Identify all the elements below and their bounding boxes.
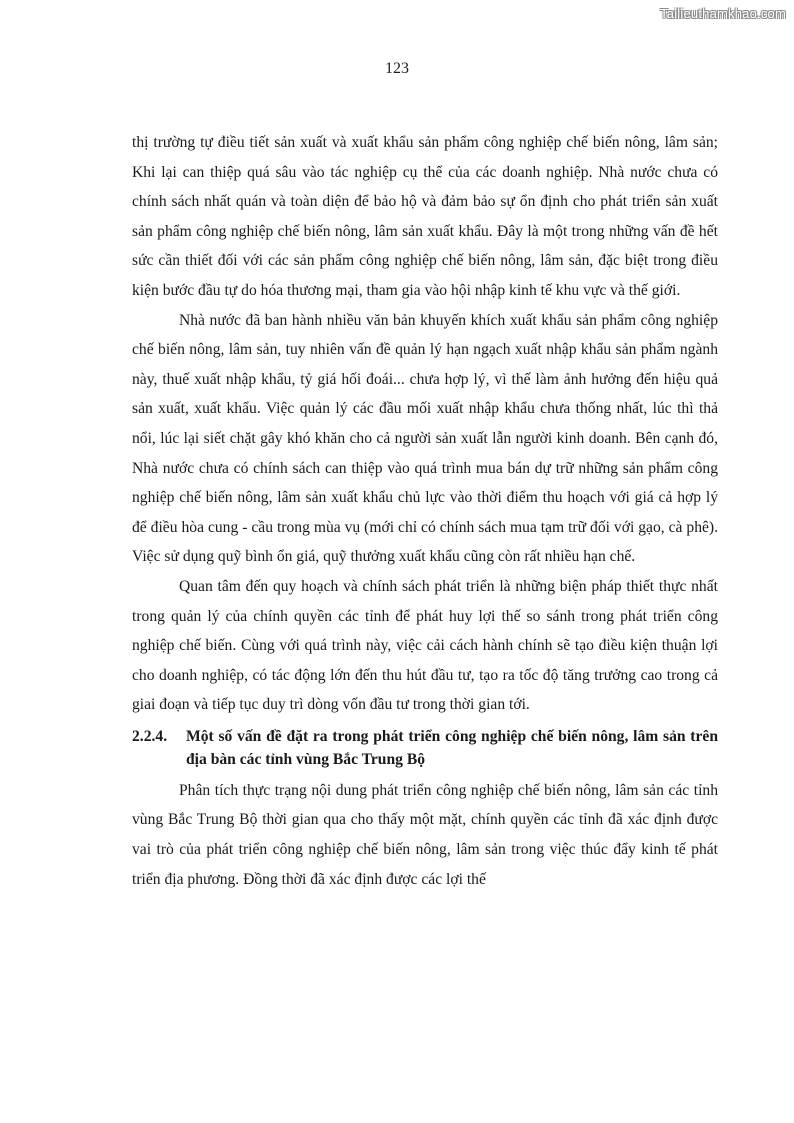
paragraph-planning-policy: Quan tâm đến quy hoạch và chính sách phát triển là những biện pháp thiết thực nhất trong quản lý của chính quyền các tỉnh để phát huy lợi thế so sánh trong phát triển công nghiệp chế biến. Cùng với quá trình này, việc cải cách hành chính sẽ tạo điều kiện thuận lợi cho doanh nghiệp, có tác động lớn đến thu hút đầu tư, tạo ra tốc độ tăng trưởng cao trong cả giai đoạn và tiếp tục duy trì dòng vốn đầu tư trong thời gian tới. [132,577,718,714]
page-number: 123 [385,60,409,77]
paragraph-analysis: Phân tích thực trạng nội dung phát triển công nghiệp chế biến nông, lâm sản các tỉnh vùng Bắc Trung Bộ thời gian qua cho thấy một mặt, chính quyền các tỉnh đã xác định được vai trò của phát triển công nghiệp chế biến nông, lâm sản trong việc thúc đẩy kinh tế phát triển địa phương. Đồng thời đã xác định được các lợi thế [132,781,718,888]
section-title: Một số vấn đề đặt ra trong phát triển công nghiệp chế biến nông, lâm sản trên địa bàn các tỉnh vùng Bắc Trung Bộ [186,727,718,768]
section-number: 2.2.4. [132,727,168,745]
watermark: Tailieuthamkhao.com [660,6,786,21]
document-body [132,128,718,894]
paragraph-export-policy: Nhà nước đã ban hành nhiều văn bản khuyến khích xuất khẩu sản phẩm công nghiệp chế biến nông, lâm sản, tuy nhiên vấn đề quản lý hạn ngạch xuất nhập khẩu sản phẩm ngành này, thuế xuất nhập khẩu, tỷ giá hối đoái... chưa hợp lý, vì thế làm ảnh hưởng đến hiệu quả sản xuất, xuất khẩu. Việc quản lý các đầu mối xuất nhập khẩu chưa thống nhất, lúc thì thả nổi, lúc lại siết chặt gây khó khăn cho cả người sản xuất lẫn người kinh doanh. Bên cạnh đó, Nhà nước chưa có chính sách can thiệp vào quá trình mua bán dự trữ những sản phẩm công nghiệp chế biến nông, lâm sản xuất khẩu chủ lực vào thời điểm thu hoạch với giá cả hợp lý để điều hòa cung - cầu trong mùa vụ (mới chỉ có chính sách mua tạm trữ đối với gạo, cà phê). Việc sử dụng quỹ bình ổn giá, quỹ thưởng xuất khẩu cũng còn rất nhiều hạn chế. [132,311,718,566]
paragraph-continuation: thị trường tự điều tiết sản xuất và xuất khẩu sản phẩm công nghiệp chế biến nông, lâm sản; Khi lại can thiệp quá sâu vào tác nghiệp cụ thể của các doanh nghiệp. Nhà nước chưa có chính sách nhất quán và toàn diện để bảo hộ và đảm bảo sự ổn định cho phát triển sản xuất sản phẩm công nghiệp chế biến nông, lâm sản xuất khẩu. Đây là một trong những vấn đề hết sức cần thiết đối với các sản phẩm công nghiệp chế biến nông, lâm sản, đặc biệt trong điều kiện bước đầu tự do hóa thương mại, tham gia vào hội nhập kinh tế khu vực và thế giới. [132,134,718,299]
section-heading [132,725,718,771]
